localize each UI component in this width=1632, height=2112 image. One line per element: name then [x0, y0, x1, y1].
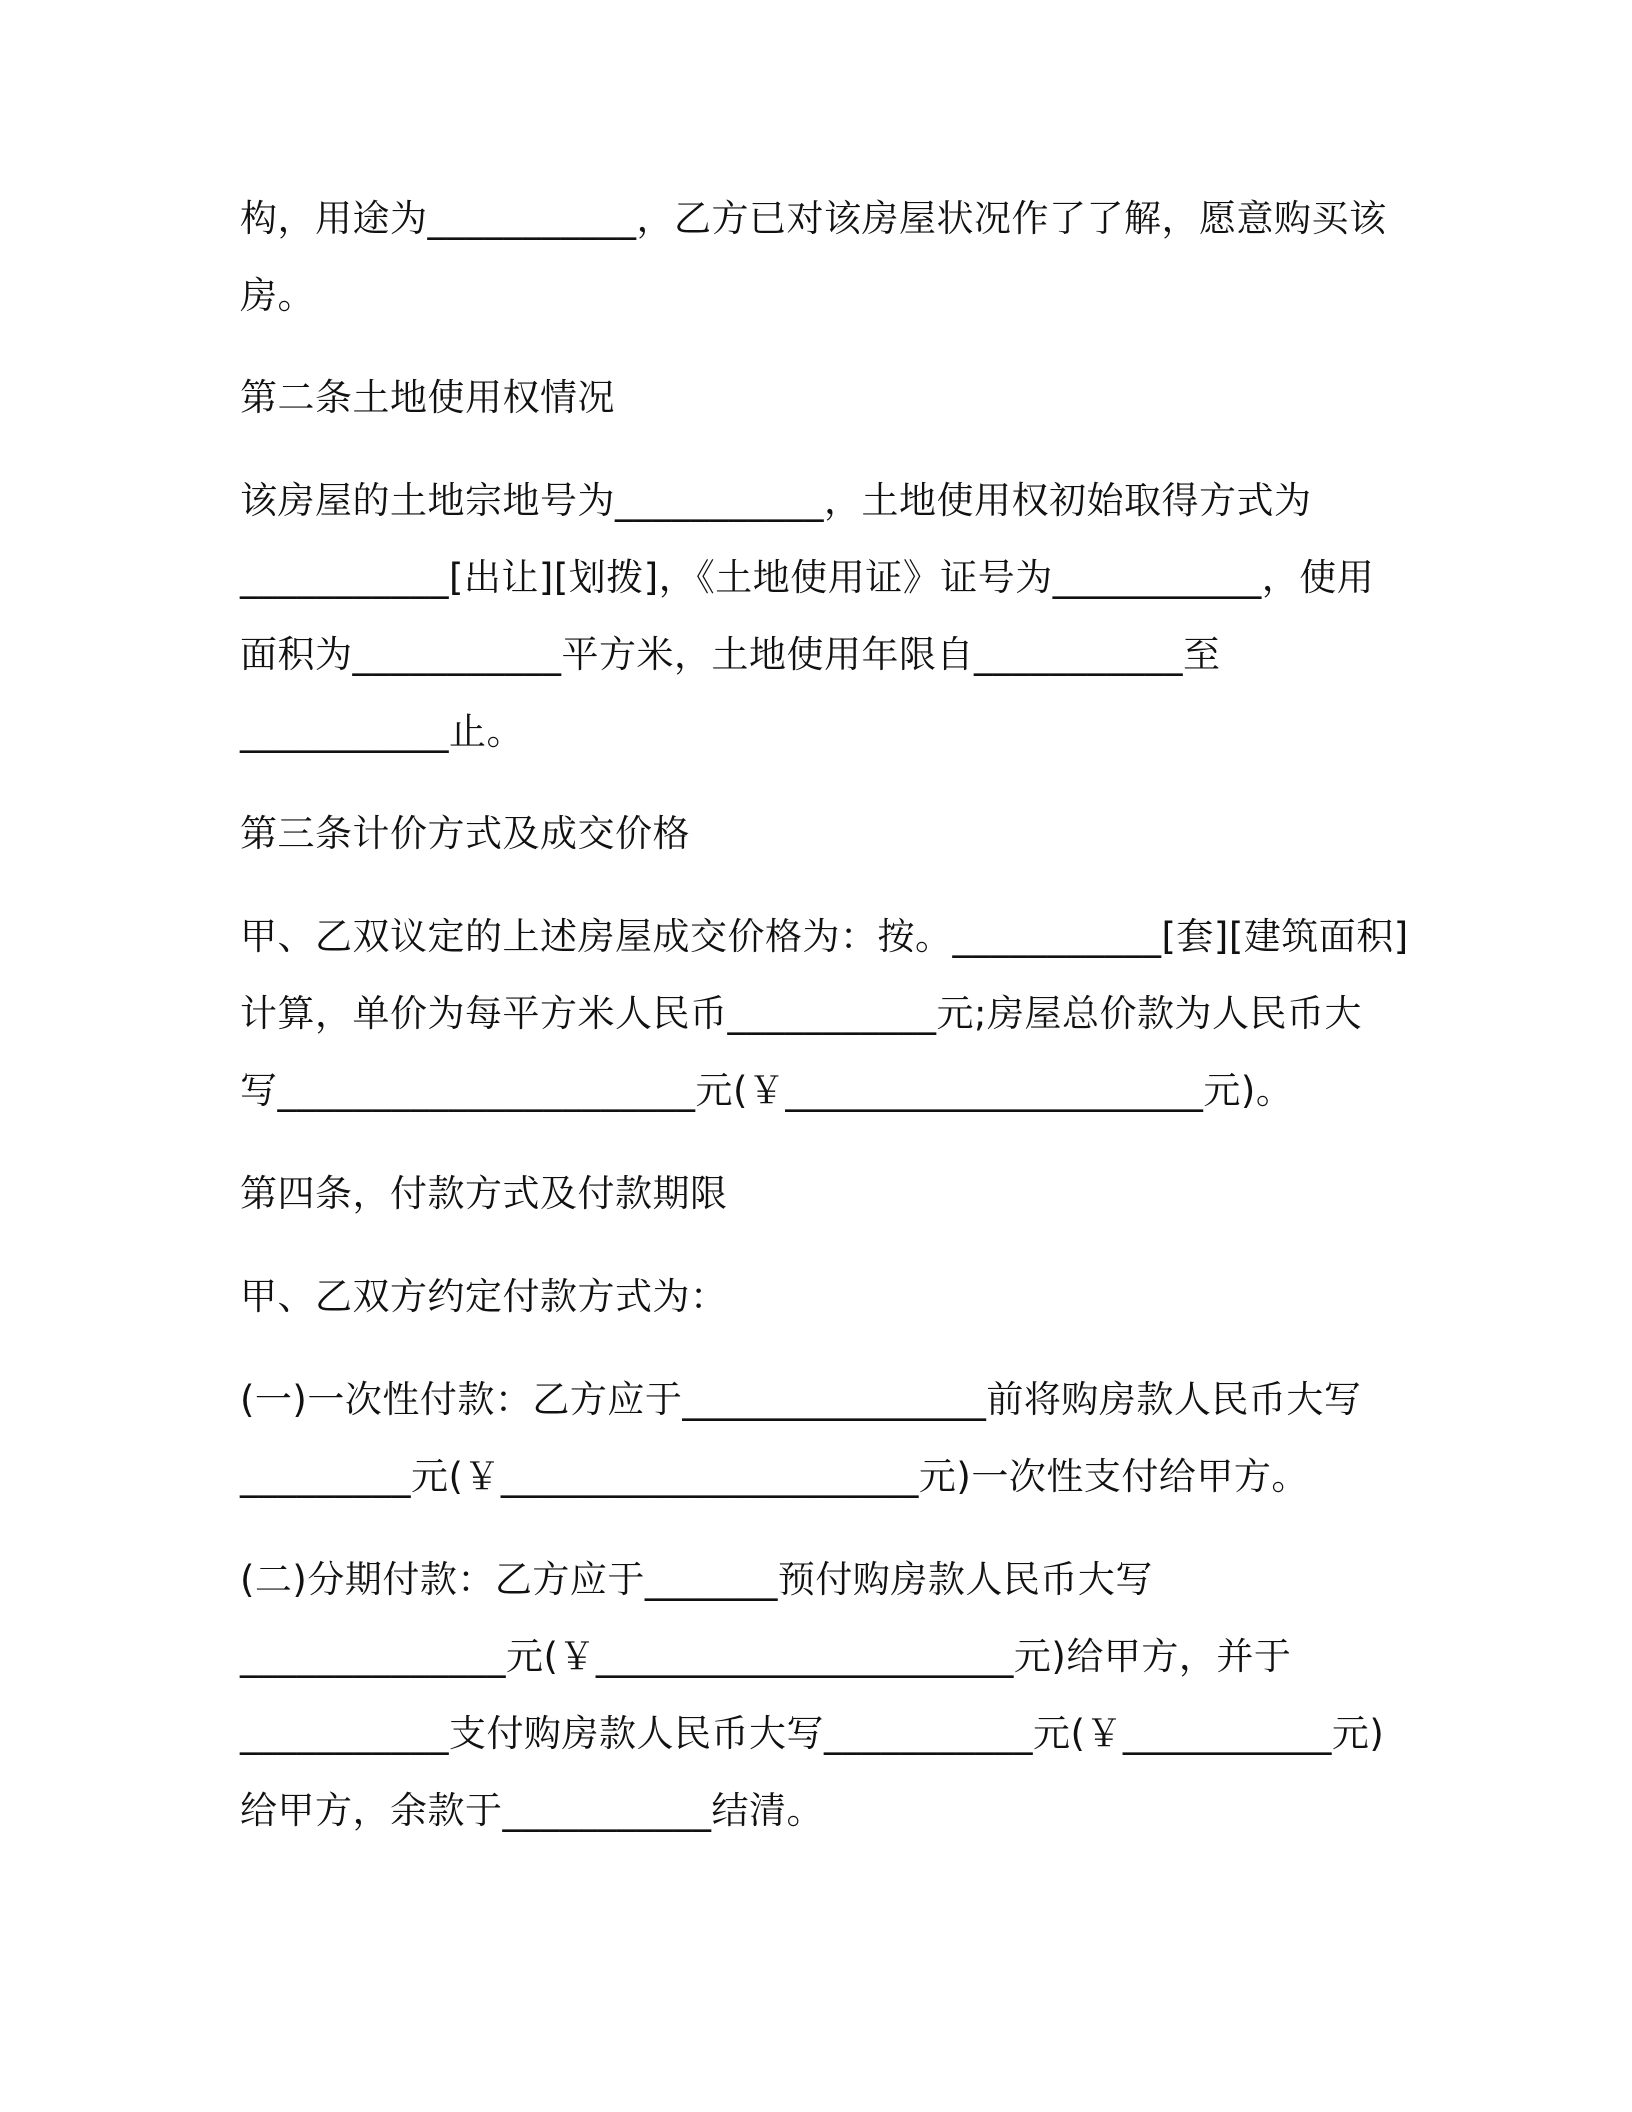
section-heading: 第二条土地使用权情况	[240, 376, 615, 419]
text-line: 写______________________元(￥______________________元)。	[240, 1069, 1294, 1112]
text-line: 构，用途为___________，乙方已对该房屋状况作了了解，愿意购买该	[240, 197, 1387, 240]
text-line: 甲、乙双议定的上述房屋成交价格为：按。___________[套][建筑面积]	[240, 915, 1409, 958]
text-line: ___________止。	[240, 710, 524, 753]
text-line: 该房屋的土地宗地号为___________，土地使用权初始取得方式为	[240, 479, 1312, 522]
text-line: (二)分期付款：乙方应于_______预付购房款人民币大写	[240, 1558, 1153, 1601]
text-line: 房。	[240, 274, 315, 317]
text-line: ______________元(￥______________________元)给甲方，并于	[240, 1635, 1292, 1678]
text-line: 给甲方，余款于___________结清。	[240, 1789, 824, 1832]
section-heading: 第三条计价方式及成交价格	[240, 812, 690, 855]
text-line: _________元(￥______________________元)一次性支付给甲方。	[240, 1455, 1309, 1498]
text-line: 计算，单价为每平方米人民币___________元;房屋总价款为人民币大	[240, 992, 1362, 1035]
text-line: (一)一次性付款：乙方应于________________前将购房款人民币大写	[240, 1378, 1362, 1421]
section-heading: 第四条，付款方式及付款期限	[240, 1172, 728, 1215]
text-line: 面积为___________平方米，土地使用年限自___________至	[240, 633, 1221, 676]
text-line: ___________支付购房款人民币大写___________元(￥___________元)	[240, 1712, 1385, 1755]
text-line: 甲、乙双方约定付款方式为：	[240, 1275, 728, 1318]
text-line: ___________[出让][划拨]，《土地使用证》证号为___________，使用	[240, 556, 1375, 599]
